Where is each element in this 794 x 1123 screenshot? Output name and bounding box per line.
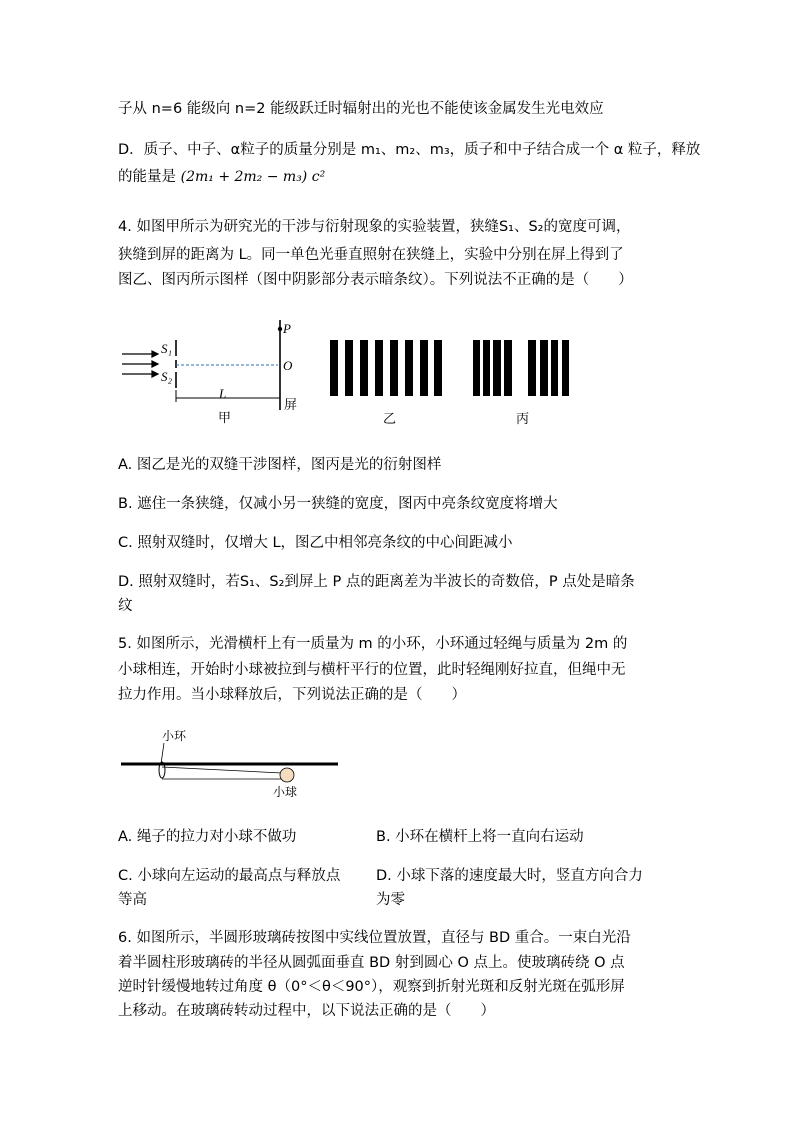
- dark-fringe: [562, 340, 569, 396]
- dark-fringe: [360, 340, 368, 396]
- label-l: L: [219, 386, 227, 401]
- label-bing: 丙: [516, 412, 530, 427]
- q3-option-d-formula: (2m₁ + 2m₂ − m₃) c²: [180, 169, 326, 185]
- dark-fringe: [528, 340, 536, 396]
- q4-option-d-line1: D. 照射双缝时，若S₁、S₂到屏上 P 点的距离差为半波长的奇数倍，P 点处是暗条: [118, 574, 635, 590]
- q4-stem-line3: 图乙、图丙所示图样（图中阴影部分表示暗条纹）。下列说法不正确的是（ ）: [118, 272, 633, 288]
- dark-fringe: [405, 340, 413, 396]
- q5-option-c-line1: C. 小球向左运动的最高点与释放点: [118, 868, 341, 884]
- label-p: P: [283, 321, 291, 336]
- q6-stem-line4: 上移动。在玻璃砖转动过程中，以下说法正确的是（ ）: [118, 1003, 495, 1019]
- dark-fringe: [504, 340, 512, 396]
- label-screen: 屏: [284, 398, 298, 413]
- q4-option-b: B. 遮住一条狭缝，仅减小另一狭缝的宽度，图丙中亮条纹宽度将增大: [118, 496, 558, 512]
- q4-figure-jia: [118, 312, 318, 424]
- dark-fringe: [375, 340, 383, 396]
- q5-option-d-line2: 为零: [376, 892, 405, 908]
- q4-figure-yi-pattern: [330, 340, 442, 396]
- dark-fringe: [483, 340, 490, 396]
- q3-option-d-prefix: 的能量是: [118, 169, 176, 185]
- q3-option-d-line2: [118, 167, 325, 187]
- q5-option-c-line2: 等高: [118, 892, 147, 908]
- dark-fringe: [390, 340, 398, 396]
- dark-fringe: [493, 340, 501, 396]
- label-s2: S₂: [161, 369, 173, 384]
- q5-stem-line3: 拉力作用。当小球释放后，下列说法正确的是（ ）: [118, 687, 466, 703]
- q4-option-c: C. 照射双缝时，仅增大 L，图乙中相邻亮条纹的中心间距减小: [118, 535, 513, 551]
- q5-figure: [118, 724, 348, 804]
- q4-figure-bing-pattern: [473, 340, 569, 396]
- dark-fringe: [540, 340, 548, 396]
- q5-option-b: B. 小环在横杆上将一直向右运动: [376, 829, 584, 845]
- q6-stem-line2: 着半圆柱形玻璃砖的半径从圆弧面垂直 BD 射到圆心 O 点上。使玻璃砖绕 O 点: [118, 955, 625, 971]
- q5-rod-ring-ball-diagram: [118, 724, 348, 804]
- q4-option-a: A. 图乙是光的双缝干涉图样，图丙是光的衍射图样: [118, 457, 442, 473]
- dark-fringe: [330, 340, 338, 396]
- dark-fringe: [345, 340, 353, 396]
- q4-stem-line1: 4. 如图甲所示为研究光的干涉与衍射现象的实验装置，狭缝S₁、S₂的宽度可调，: [118, 219, 631, 235]
- dark-fringe: [473, 340, 480, 396]
- dark-fringe: [434, 340, 442, 396]
- label-ball: 小球: [273, 785, 298, 799]
- q5-stem-line1: 5. 如图所示，光滑横杆上有一质量为 m 的小环，小环通过轻绳与质量为 2m 的: [118, 636, 628, 652]
- label-yi: 乙: [383, 412, 397, 427]
- q5-stem-line2: 小球相连，开始时小球被拉到与横杆平行的位置，此时轻绳刚好拉直，但绳中无: [118, 662, 626, 678]
- q4-option-d-line2: 纹: [118, 598, 133, 614]
- label-jia: 甲: [218, 411, 232, 426]
- q6-stem-line3: 逆时针缓慢地转过角度 θ（0°＜θ＜90°），观察到折射光斑和反射光斑在弧形屏: [118, 979, 625, 995]
- label-o: O: [283, 358, 293, 373]
- previous-question-tail: 子从 n=6 能级向 n=2 能级跃迁时辐射出的光也不能使该金属发生光电效应: [118, 101, 604, 117]
- dark-fringe: [551, 340, 558, 396]
- q5-option-d-line1: D. 小球下落的速度最大时，竖直方向合力: [376, 868, 643, 884]
- q3-option-d-line1: D．质子、中子、α粒子的质量分别是 m₁、m₂、m₃，质子和中子结合成一个 α 粒子，释放: [118, 142, 701, 158]
- q6-stem-line1: 6. 如图所示，半圆形玻璃砖按图中实线位置放置，直径与 BD 重合。一束白光沿: [118, 930, 631, 946]
- q5-option-a: A. 绳子的拉力对小球不做功: [118, 829, 297, 845]
- q4-stem-line2: 狭缝到屏的距离为 L。同一单色光垂直照射在狭缝上，实验中分别在屏上得到了: [118, 247, 624, 263]
- dark-fringe: [420, 340, 428, 396]
- label-ring: 小环: [162, 729, 187, 743]
- label-s1: S₁: [161, 341, 173, 356]
